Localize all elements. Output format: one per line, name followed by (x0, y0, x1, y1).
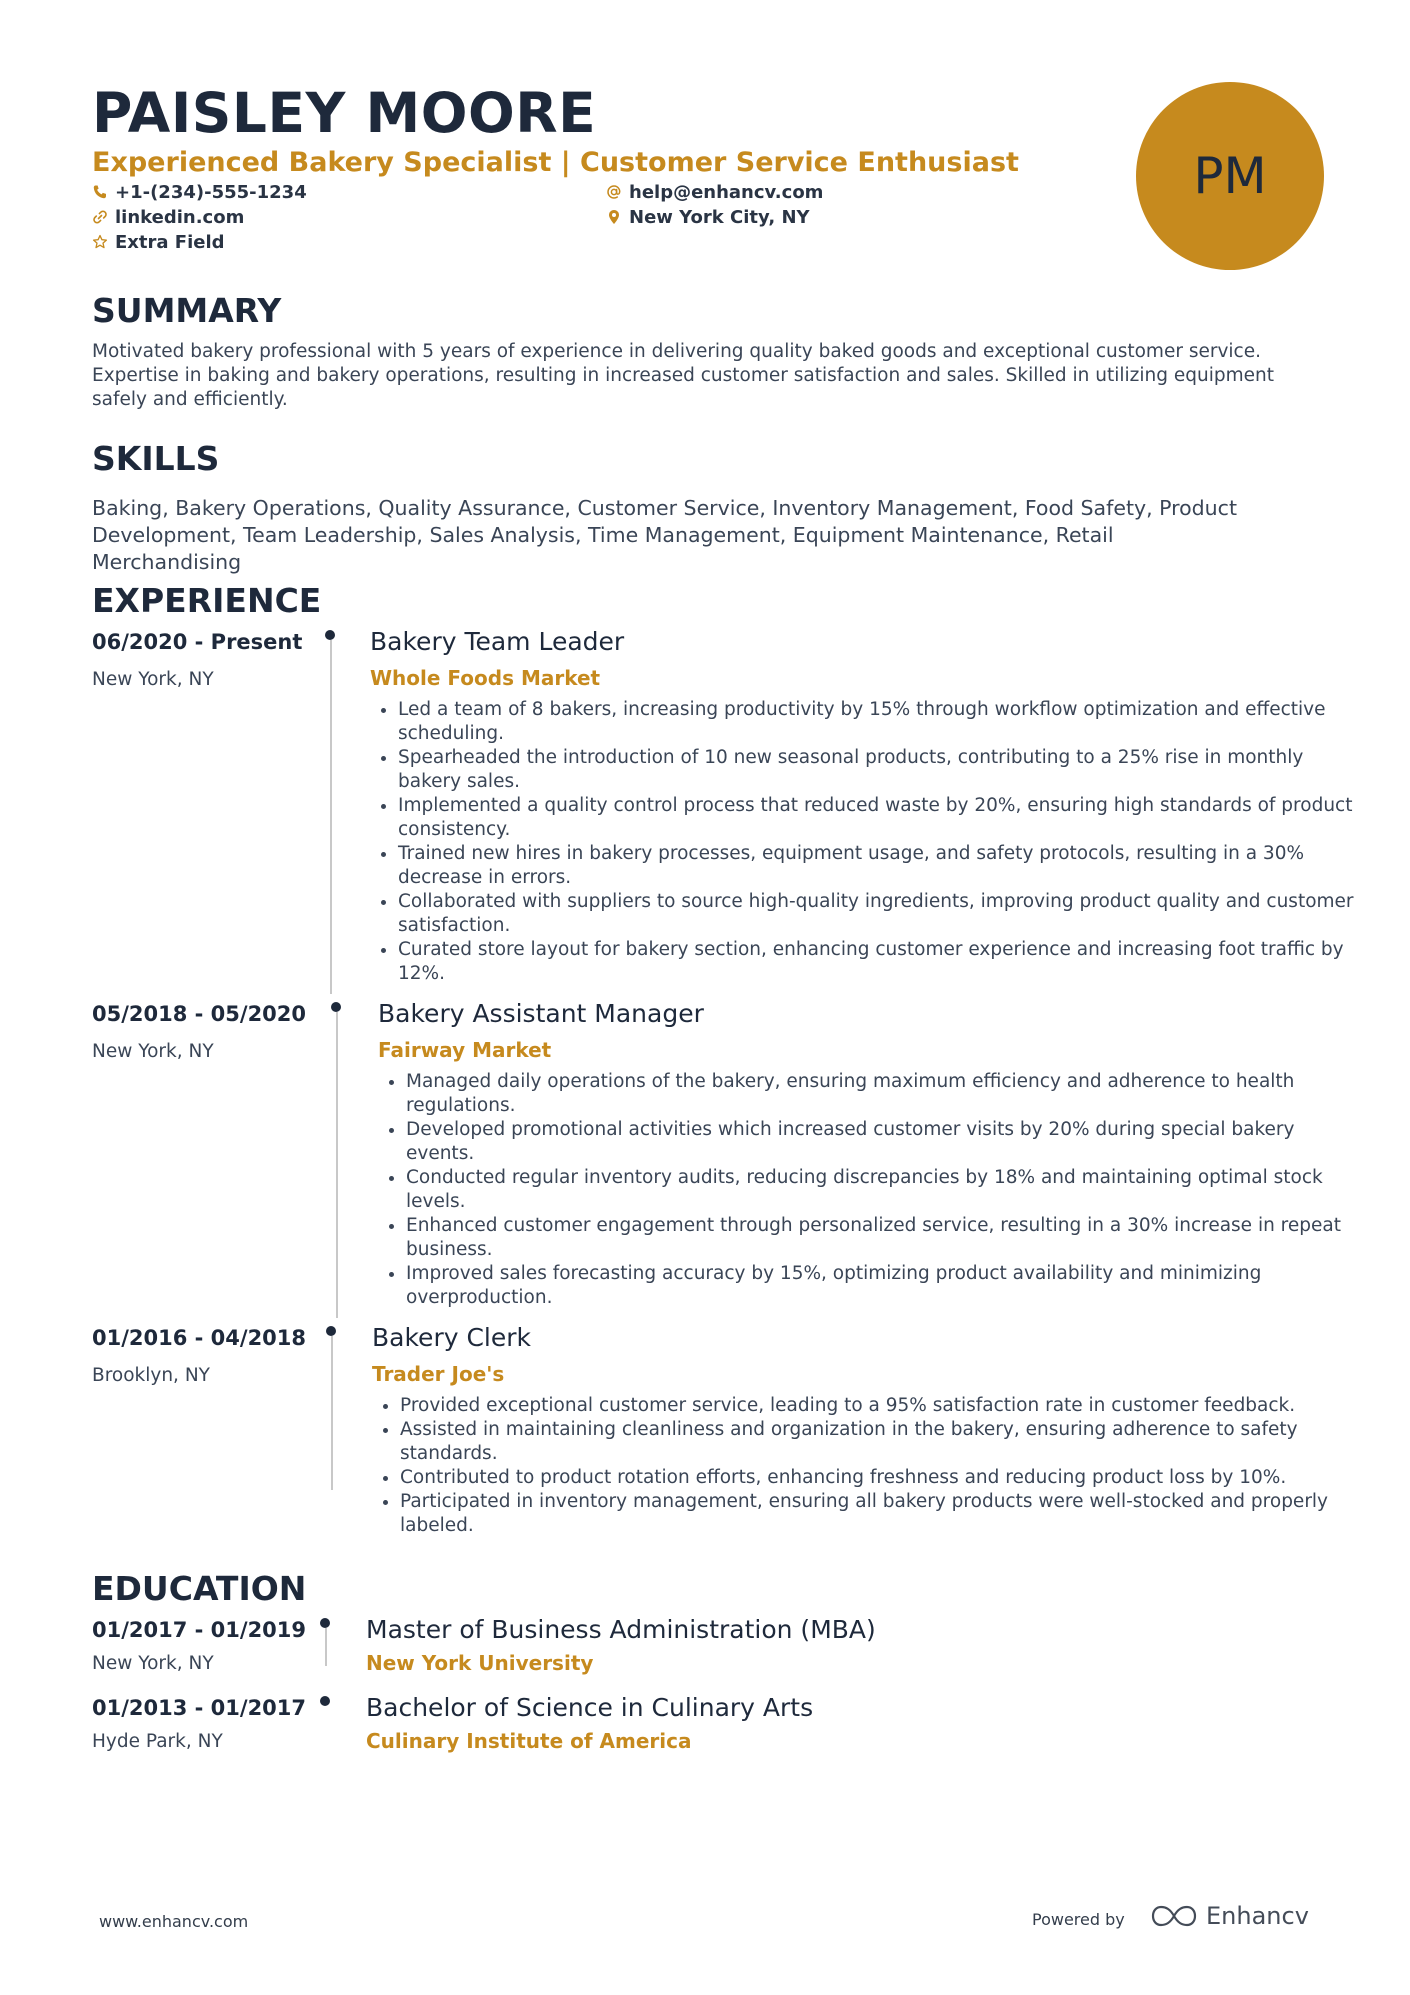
candidate-headline: Experienced Bakery Specialist | Customer Service Enthusiast (92, 147, 1019, 178)
extra-field-text: Extra Field (115, 232, 225, 253)
brand-name: Enhancv (1206, 1902, 1309, 1930)
star-icon (92, 234, 108, 250)
timeline-dot (325, 630, 335, 640)
list-item: • Provided exceptional customer service, leading to a 95% satisfaction rate in customer feedback. (400, 1394, 1358, 1418)
map-pin-icon (606, 209, 622, 225)
summary-heading: SUMMARY (92, 291, 282, 330)
list-item: • Trained new hires in bakery processes, equipment usage, and safety protocols, resulting in a 30% decrease in errors. (398, 842, 1358, 890)
email-text: help@enhancv.com (629, 182, 824, 203)
job-company: Fairway Market (378, 1038, 552, 1062)
phone-icon (92, 184, 108, 200)
job-bullets (378, 1070, 1358, 1310)
list-item: • Curated store layout for bakery section, enhancing customer experience and increasing foot traffic by 12%. (398, 938, 1358, 986)
education-location: New York, NY (92, 1653, 214, 1674)
job-title: Bakery Clerk (372, 1323, 531, 1352)
list-item: • Led a team of 8 bakers, increasing productivity by 15% through workflow optimization and effective scheduling. (398, 698, 1358, 746)
timeline-dot (331, 1002, 341, 1012)
job-dates: 01/2016 - 04/2018 (92, 1326, 307, 1350)
phone-text: +1-(234)-555-1234 (115, 182, 307, 203)
skills-heading: SKILLS (92, 439, 220, 478)
education-dates: 01/2013 - 01/2017 (92, 1696, 307, 1720)
timeline-dot (326, 1326, 336, 1336)
job-company: Trader Joe's (372, 1362, 505, 1386)
timeline-line (330, 640, 332, 994)
linkedin-text: linkedin.com (115, 207, 245, 228)
job-title: Bakery Team Leader (370, 627, 625, 656)
degree-title: Master of Business Administration (MBA) (366, 1615, 876, 1644)
location-text: New York City, NY (629, 207, 810, 228)
list-item: • Participated in inventory management, ensuring all bakery products were well-stocked and properly labeled. (400, 1490, 1358, 1538)
education-heading: EDUCATION (92, 1569, 307, 1608)
list-item: • Conducted regular inventory audits, reducing discrepancies by 18% and maintaining optimal stock levels. (406, 1166, 1358, 1214)
list-item: • Implemented a quality control process that reduced waste by 20%, ensuring high standards of product consistency. (398, 794, 1358, 842)
list-item: • Spearheaded the introduction of 10 new seasonal products, contributing to a 25% rise in monthly bakery sales. (398, 746, 1358, 794)
list-item: • Improved sales forecasting accuracy by 15%, optimizing product availability and minimizing overproduction. (406, 1262, 1358, 1310)
contact-linkedin[interactable] (92, 205, 244, 231)
timeline-line (325, 1628, 327, 1666)
list-item: • Assisted in maintaining cleanliness and organization in the bakery, ensuring adherence to safety standards. (400, 1418, 1358, 1466)
school-name: Culinary Institute of America (366, 1729, 692, 1753)
list-item: • Collaborated with suppliers to source high-quality ingredients, improving product quality and customer satisfaction. (398, 890, 1358, 938)
brand-logo[interactable] (1150, 1898, 1309, 1934)
powered-by-label: Powered by (1032, 1910, 1125, 1929)
job-company: Whole Foods Market (370, 666, 601, 690)
job-dates: 06/2020 - Present (92, 630, 303, 654)
list-item: • Managed daily operations of the bakery, ensuring maximum efficiency and adherence to health regulations. (406, 1070, 1358, 1118)
candidate-name: PAISLEY MOORE (92, 81, 597, 145)
link-icon (92, 209, 108, 225)
avatar (1136, 82, 1324, 270)
degree-title: Bachelor of Science in Culinary Arts (366, 1693, 814, 1722)
contact-phone (92, 180, 307, 206)
job-title: Bakery Assistant Manager (378, 999, 704, 1028)
contact-extra (92, 230, 225, 256)
footer-url[interactable]: www.enhancv.com (99, 1912, 249, 1931)
avatar-initials: PM (1193, 147, 1267, 205)
timeline-dot (320, 1618, 330, 1628)
timeline-line (331, 1336, 333, 1490)
enhancv-logo-icon (1150, 1903, 1198, 1929)
at-sign-icon (606, 184, 622, 200)
contact-location (606, 205, 810, 231)
job-location: New York, NY (92, 669, 214, 690)
job-location: Brooklyn, NY (92, 1365, 210, 1386)
experience-heading: EXPERIENCE (92, 581, 322, 620)
job-bullets (370, 698, 1358, 986)
job-bullets (372, 1394, 1358, 1538)
skills-text: Baking, Bakery Operations, Quality Assurance, Customer Service, Inventory Management, Food Safety, Product Development, Team Leadership, Sales Analysis, Time Management, Equipment Maintenance, Retail Merchandising (92, 496, 1237, 574)
list-item: • Enhanced customer engagement through personalized service, resulting in a 30% increase in repeat business. (406, 1214, 1358, 1262)
list-item: • Contributed to product rotation efforts, enhancing freshness and reducing product loss by 10%. (400, 1466, 1358, 1490)
timeline-line (336, 1012, 338, 1318)
contact-email[interactable] (606, 180, 823, 206)
education-location: Hyde Park, NY (92, 1731, 223, 1752)
education-dates: 01/2017 - 01/2019 (92, 1618, 307, 1642)
job-location: New York, NY (92, 1041, 214, 1062)
job-dates: 05/2018 - 05/2020 (92, 1002, 307, 1026)
school-name: New York University (366, 1651, 594, 1675)
list-item: • Developed promotional activities which increased customer visits by 20% during special bakery events. (406, 1118, 1358, 1166)
timeline-dot (320, 1696, 330, 1706)
summary-text: Motivated bakery professional with 5 years of experience in delivering quality baked goods and exceptional customer service. Expertise in baking and bakery operations, resulting in increased customer satisfaction and sales. Skilled in utilizing equipment safely and efficiently. (92, 341, 1274, 410)
